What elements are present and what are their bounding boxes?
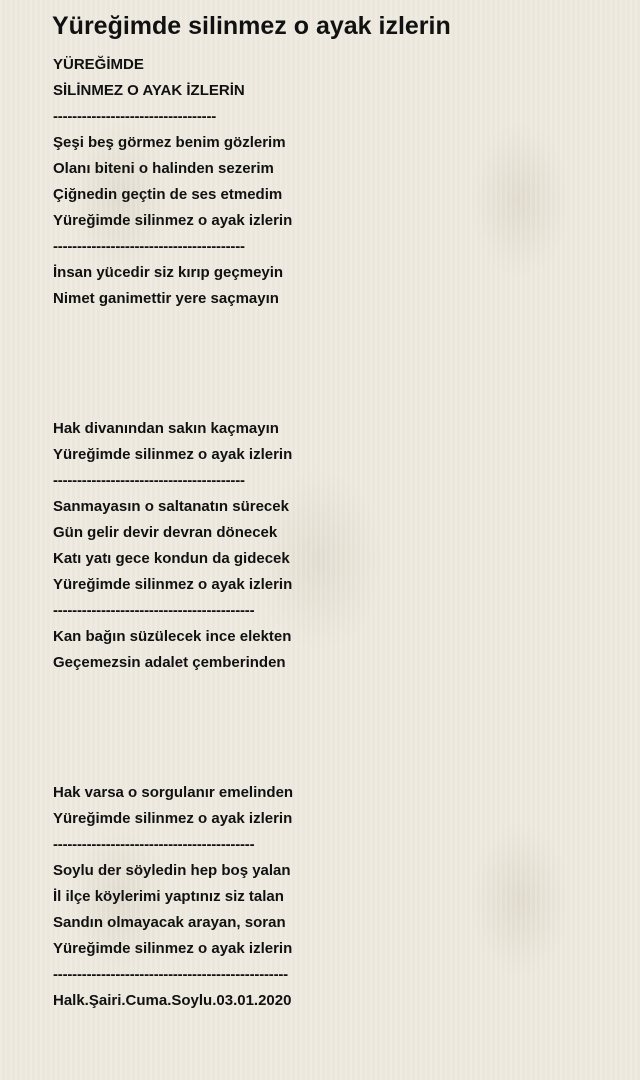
poem-line: Yüreğimde silinmez o ayak izlerin (53, 940, 293, 957)
poem-line: Katı yatı gece kondun da gidecek (53, 550, 290, 567)
poem-body (53, 52, 623, 1014)
blank-line (53, 702, 623, 728)
blank-line (53, 676, 623, 702)
poem-title: Yüreğimde silinmez o ayak izlerin (52, 12, 451, 40)
poem-line: Hak varsa o sorgulanır emelinden (53, 784, 294, 801)
poem-line: Hak divanından sakın kaçmayın (53, 420, 279, 437)
poem-line: İl ilçe köylerimi yaptınız siz talan (53, 888, 284, 905)
poem-line: YÜREĞİMDE (53, 56, 144, 73)
poem-line: Sanmayasın o saltanatın sürecek (53, 498, 289, 515)
blank-line (53, 338, 623, 364)
poem-line: Yüreğimde silinmez o ayak izlerin (53, 212, 293, 229)
poem-line: İnsan yücedir siz kırıp geçmeyin (53, 264, 284, 281)
blank-line (53, 728, 623, 754)
poem-line: Olanı biteni o halinden sezerim (53, 160, 274, 177)
blank-line (53, 312, 623, 338)
poem-line: Çiğnedin geçtin de ses etmedim (53, 186, 283, 203)
poem-line: Yüreğimde silinmez o ayak izlerin (53, 446, 293, 463)
separator-line: ---------------------------------------- (53, 472, 245, 489)
poem-line: Halk.Şairi.Cuma.Soylu.03.01.2020 (53, 992, 292, 1009)
poem-line: Gün gelir devir devran dönecek (53, 524, 278, 541)
poem-line: Yüreğimde silinmez o ayak izlerin (53, 576, 293, 593)
separator-line: ---------------------------------------- (53, 238, 245, 255)
poem-line: Soylu der söyledin hep boş yalan (53, 862, 291, 879)
poem-line: Nimet ganimettir yere saçmayın (53, 290, 279, 307)
separator-line: ------------------------------------------------- (53, 966, 288, 983)
blank-line (53, 364, 623, 390)
blank-line (53, 390, 623, 416)
poem-line: Sandın olmayacak arayan, soran (53, 914, 286, 931)
poem-line: Şeşi beş görmez benim gözlerim (53, 134, 286, 151)
separator-line: ------------------------------------------ (53, 836, 255, 853)
blank-line (53, 754, 623, 780)
separator-line: ---------------------------------- (53, 108, 217, 125)
poem-line: Geçemezsin adalet çemberinden (53, 654, 286, 671)
poem-line: SİLİNMEZ O AYAK İZLERİN (53, 82, 245, 99)
separator-line: ------------------------------------------ (53, 602, 255, 619)
poem-line: Yüreğimde silinmez o ayak izlerin (53, 810, 293, 827)
poem-line: Kan bağın süzülecek ince elekten (53, 628, 292, 645)
